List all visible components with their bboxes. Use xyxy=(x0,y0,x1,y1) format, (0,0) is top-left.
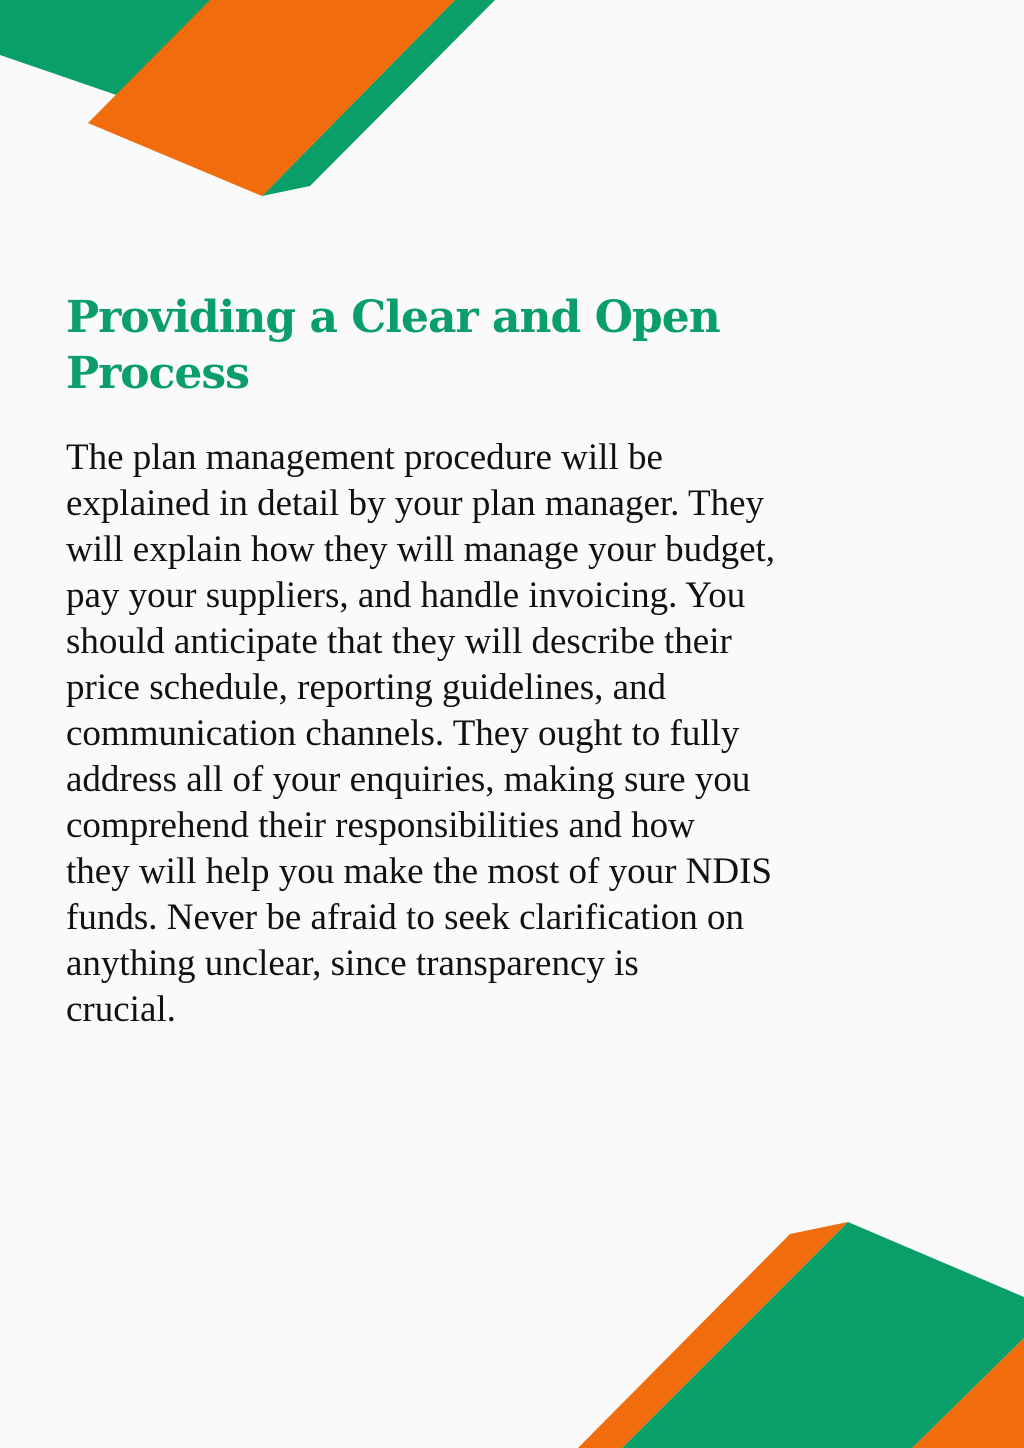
bottom-corner-decoration xyxy=(570,1215,1024,1448)
body-line: anything unclear, since transparency is xyxy=(66,943,639,984)
top-corner-decoration xyxy=(0,0,500,200)
title-line: Providing a Clear and Open xyxy=(66,292,720,343)
body-line: should anticipate that they will describe their xyxy=(66,621,732,662)
body-line: they will help you make the most of your NDIS xyxy=(66,851,772,892)
body-line: The plan management procedure will be xyxy=(66,437,663,478)
body-line: will explain how they will manage your budget, xyxy=(66,529,776,570)
title-line: Process xyxy=(66,348,249,399)
body-line: comprehend their responsibilities and how xyxy=(66,805,695,846)
page-title xyxy=(66,290,966,402)
body-line: address all of your enquiries, making sure you xyxy=(66,759,751,800)
body-line: explained in detail by your plan manager. They xyxy=(66,483,764,524)
body-line: communication channels. They ought to fully xyxy=(66,713,740,754)
body-line: price schedule, reporting guidelines, and xyxy=(66,667,667,708)
body-line: crucial. xyxy=(66,989,176,1030)
body-paragraph xyxy=(66,435,966,1033)
body-line: pay your suppliers, and handle invoicing. You xyxy=(66,575,746,616)
body-line: funds. Never be afraid to seek clarification on xyxy=(66,897,745,938)
